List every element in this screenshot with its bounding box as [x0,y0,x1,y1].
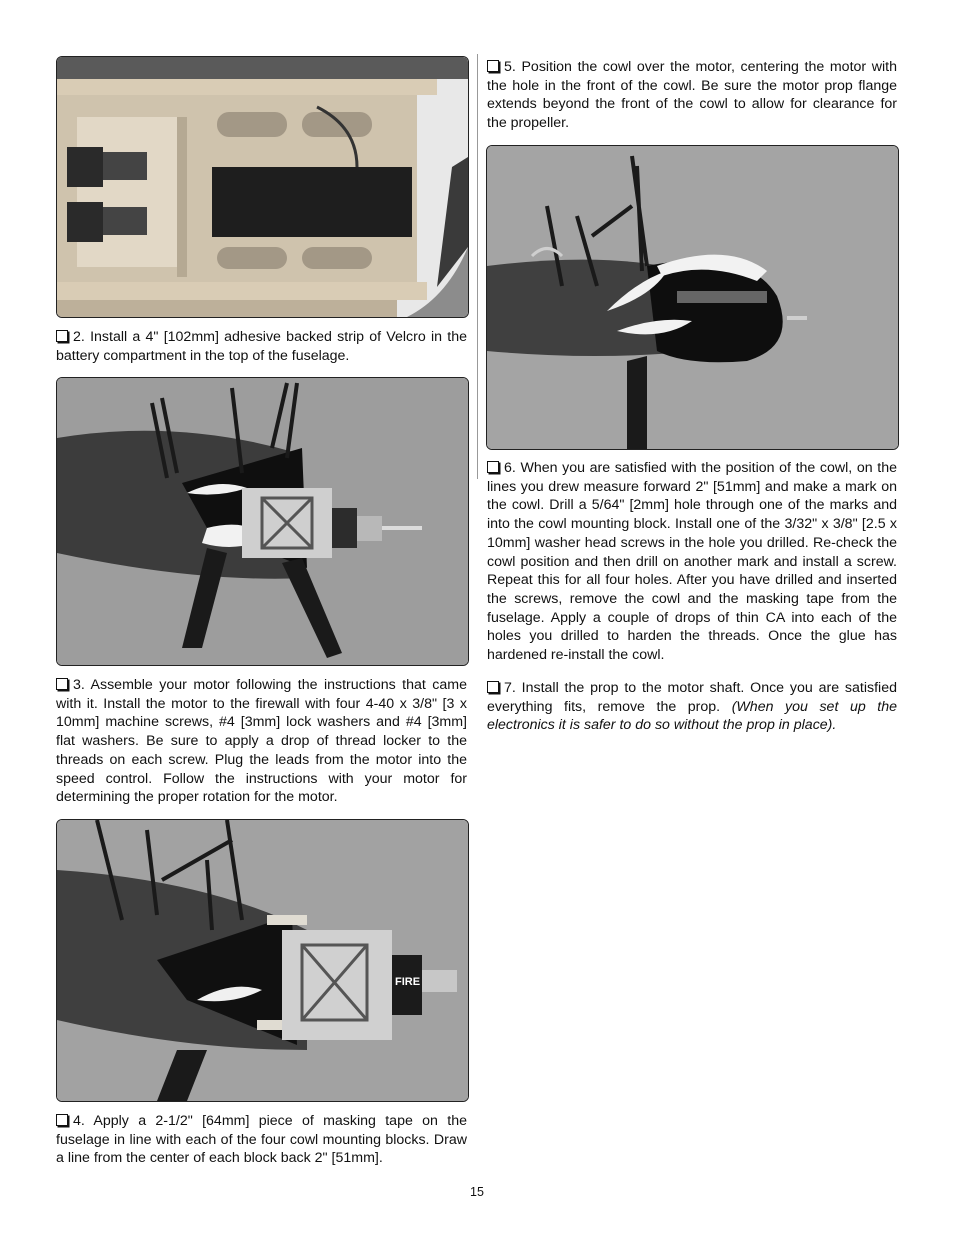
step-3 [56,676,467,807]
step-text: Position the cowl over the motor, centering the motor with the hole in the front of the cowl. Be sure the motor prop flange extends beyond the front of the cowl to allow for clearance for the propeller. [487,59,897,132]
step-7 [487,679,897,735]
checkbox-icon[interactable] [487,60,499,72]
step-text: When you are satisfied with the position of the cowl, on the lines you drew measure forward 2" [51mm] and make a mark on the cowl. Drill a 5/64" [2mm] hole through one of the marks and into the cowl mounting block. Install one of the 3/32" x 3/8" [2.5 x 10mm] washer head screws in the hole you drilled. Re-check the cowl position and then drill on another mark and install a screw. Repeat this for all four holes. After you have drilled and inserted the screws, remove the cowl and the masking tape from the fuselage. Apply a couple of drops of thin CA into each of the holes you drilled to harden the threads. Once the glue has hardened re-install the cowl. [487,460,897,664]
step-number: 4. [73,1113,85,1129]
masking-tape-photo [56,819,469,1102]
motor-mount-photo [56,377,469,666]
step-number: 6. [504,460,516,476]
step-text: Assemble your motor following the instructions that came with it. Install the motor to the firewall with four 4-40 x 3/8" [3 x 10mm] machine screws, #4 [3mm] lock washers and #4 [3mm] flat washers. Be sure to apply a drop of thread locker to the threads on each screw. Plug the leads from the motor into the speed control. Follow the instructions with your motor for determining the proper rotation for the motor. [56,677,467,806]
battery-compartment-photo [56,56,469,318]
checkbox-icon[interactable] [56,330,68,342]
step-6 [487,459,897,665]
checkbox-icon[interactable] [487,461,499,473]
step-note: (When you set up the electronics it is safer to do so without the prop in place). [487,698,897,734]
step-4 [56,1112,467,1168]
step-text: Install the prop to the motor shaft. Once you are satisfied everything fits, remove the prop. [487,680,897,715]
column-divider [477,54,478,479]
step-number: 7. [504,680,516,696]
page-number: 15 [470,1185,484,1199]
step-number: 5. [504,59,516,75]
step-text: Install a 4" [102mm] adhesive backed strip of Velcro in the battery compartment in the top of the fuselage. [56,329,467,364]
cowl-position-photo [486,145,899,450]
checkbox-icon[interactable] [56,678,68,690]
step-number: 3. [73,677,85,693]
step-number: 2. [73,329,85,345]
motor-label: FIRE [395,976,421,988]
checkbox-icon[interactable] [56,1114,68,1126]
checkbox-icon[interactable] [487,681,499,693]
step-5 [487,58,897,133]
step-text: Apply a 2-1/2" [64mm] piece of masking tape on the fuselage in line with each of the four cowl mounting blocks. Draw a line from the center of each block back 2" [51mm]. [56,1113,467,1167]
step-2 [56,328,467,365]
